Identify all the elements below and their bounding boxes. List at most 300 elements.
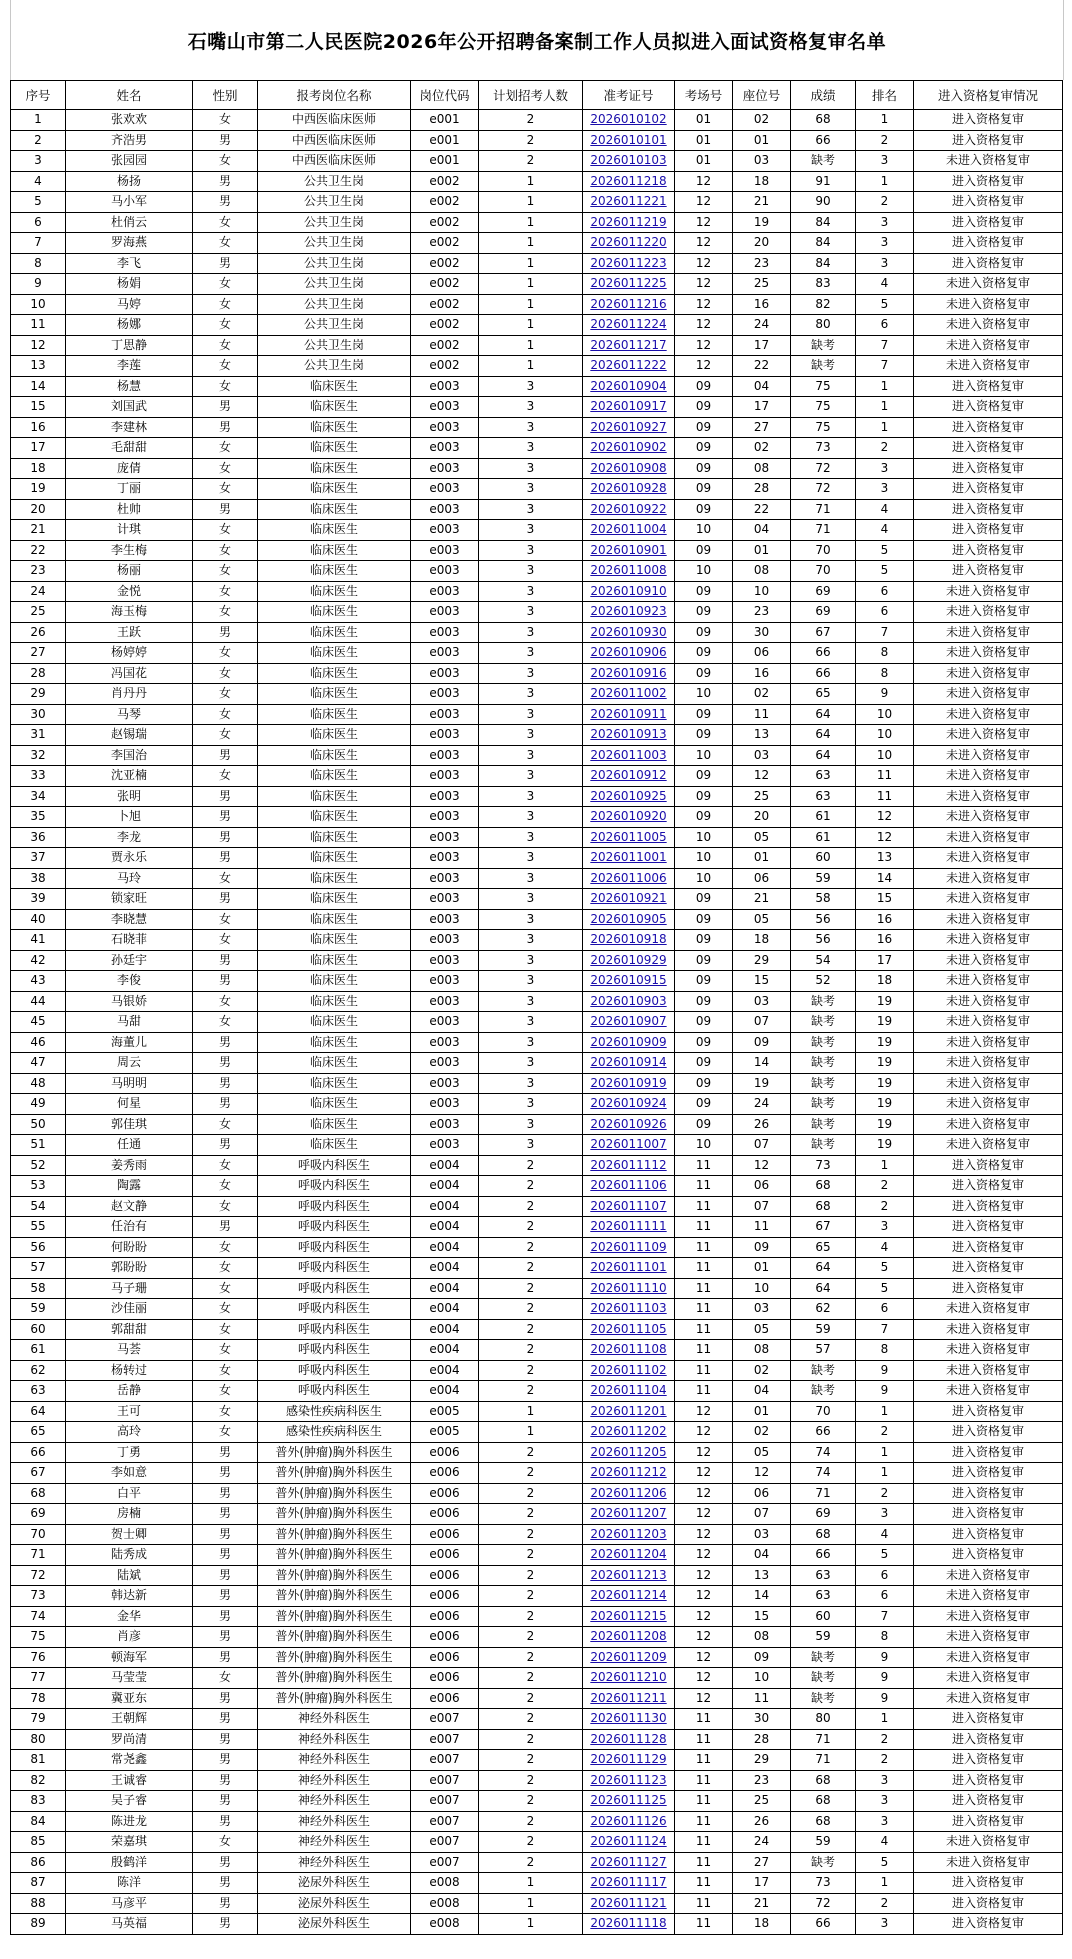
ticket-number-link[interactable]: 2026011205	[583, 1442, 675, 1463]
rank-cell: 11	[856, 786, 914, 807]
ticket-number-link[interactable]: 2026010928	[583, 479, 675, 500]
exam-room-cell: 09	[675, 397, 733, 418]
gender-cell: 男	[193, 745, 258, 766]
name-cell: 房楠	[66, 1504, 193, 1525]
ticket-number-link[interactable]: 2026011106	[583, 1176, 675, 1197]
rank-cell: 5	[856, 1278, 914, 1299]
score-cell: 75	[791, 417, 856, 438]
ticket-number-link[interactable]: 2026010916	[583, 663, 675, 684]
ticket-number-link[interactable]: 2026011215	[583, 1606, 675, 1627]
exam-room-cell: 10	[675, 1135, 733, 1156]
review-status-cell: 未进入资格复审	[914, 786, 1063, 807]
name-cell: 杜帅	[66, 499, 193, 520]
ticket-number-link[interactable]: 2026011216	[583, 294, 675, 315]
gender-cell: 男	[193, 971, 258, 992]
ticket-number-link[interactable]: 2026010918	[583, 930, 675, 951]
row-number-cell: 88	[11, 1893, 66, 1914]
position-name-cell: 临床医生	[258, 704, 411, 725]
exam-room-cell: 12	[675, 1586, 733, 1607]
ticket-number-link[interactable]: 2026011217	[583, 335, 675, 356]
position-code-cell: e003	[411, 745, 479, 766]
ticket-number-link[interactable]: 2026011204	[583, 1545, 675, 1566]
rank-cell: 5	[856, 1258, 914, 1279]
row-number-cell: 61	[11, 1340, 66, 1361]
review-status-cell: 未进入资格复审	[914, 315, 1063, 336]
ticket-number-link[interactable]: 2026011211	[583, 1688, 675, 1709]
review-status-cell: 未进入资格复审	[914, 827, 1063, 848]
planned-count-cell: 3	[479, 643, 583, 664]
planned-count-cell: 2	[479, 1217, 583, 1238]
review-status-cell: 未进入资格复审	[914, 971, 1063, 992]
position-code-cell: e006	[411, 1606, 479, 1627]
rank-cell: 4	[856, 1832, 914, 1853]
exam-room-cell: 12	[675, 274, 733, 295]
score-cell: 71	[791, 1750, 856, 1771]
ticket-number-link[interactable]: 2026011213	[583, 1565, 675, 1586]
name-cell: 杜俏云	[66, 212, 193, 233]
ticket-number-link[interactable]: 2026011207	[583, 1504, 675, 1525]
position-name-cell: 呼吸内科医生	[258, 1176, 411, 1197]
planned-count-cell: 3	[479, 581, 583, 602]
position-code-cell: e003	[411, 909, 479, 930]
position-name-cell: 呼吸内科医生	[258, 1340, 411, 1361]
ticket-number-link[interactable]: 2026011218	[583, 171, 675, 192]
ticket-number-link[interactable]: 2026010930	[583, 622, 675, 643]
ticket-number-link[interactable]: 2026011212	[583, 1463, 675, 1484]
ticket-number-link[interactable]: 2026011128	[583, 1729, 675, 1750]
planned-count-cell: 2	[479, 1360, 583, 1381]
name-cell: 王朝辉	[66, 1709, 193, 1730]
ticket-number-link[interactable]: 2026010915	[583, 971, 675, 992]
exam-room-cell: 12	[675, 233, 733, 254]
ticket-number-link[interactable]: 2026010925	[583, 786, 675, 807]
seat-number-cell: 04	[733, 520, 791, 541]
ticket-number-link[interactable]: 2026010919	[583, 1073, 675, 1094]
position-code-cell: e006	[411, 1586, 479, 1607]
ticket-number-link[interactable]: 2026011221	[583, 192, 675, 213]
table-row	[11, 1729, 1063, 1750]
rank-cell: 10	[856, 704, 914, 725]
ticket-number-link[interactable]: 2026011108	[583, 1340, 675, 1361]
gender-cell: 女	[193, 991, 258, 1012]
rank-cell: 3	[856, 1504, 914, 1525]
seat-number-cell: 12	[733, 1155, 791, 1176]
position-name-cell: 普外(肿瘤)胸外科医生	[258, 1524, 411, 1545]
seat-number-cell: 04	[733, 1381, 791, 1402]
ticket-number-link[interactable]: 2026010923	[583, 602, 675, 623]
row-number-cell: 30	[11, 704, 66, 725]
table-row	[11, 315, 1063, 336]
score-cell: 65	[791, 684, 856, 705]
name-cell: 马英福	[66, 1914, 193, 1935]
table-row	[11, 438, 1063, 459]
gender-cell: 男	[193, 1217, 258, 1238]
row-number-cell: 65	[11, 1422, 66, 1443]
row-number-cell: 51	[11, 1135, 66, 1156]
seat-number-cell: 03	[733, 745, 791, 766]
ticket-number-link[interactable]: 2026011209	[583, 1647, 675, 1668]
score-cell: 68	[791, 1196, 856, 1217]
row-number-cell: 23	[11, 561, 66, 582]
ticket-number-link[interactable]: 2026011109	[583, 1237, 675, 1258]
position-name-cell: 普外(肿瘤)胸外科医生	[258, 1565, 411, 1586]
name-cell: 陈进龙	[66, 1811, 193, 1832]
position-name-cell: 中西医临床医师	[258, 151, 411, 172]
review-status-cell: 未进入资格复审	[914, 356, 1063, 377]
rank-cell: 9	[856, 1668, 914, 1689]
position-name-cell: 普外(肿瘤)胸外科医生	[258, 1463, 411, 1484]
position-name-cell: 临床医生	[258, 1073, 411, 1094]
table-row	[11, 479, 1063, 500]
exam-room-cell: 09	[675, 786, 733, 807]
ticket-number-link[interactable]: 2026010911	[583, 704, 675, 725]
position-name-cell: 神经外科医生	[258, 1811, 411, 1832]
name-cell: 马荟	[66, 1340, 193, 1361]
planned-count-cell: 3	[479, 1114, 583, 1135]
name-cell: 罗尚清	[66, 1729, 193, 1750]
exam-room-cell: 09	[675, 438, 733, 459]
ticket-number-link[interactable]: 2026011202	[583, 1422, 675, 1443]
row-number-cell: 60	[11, 1319, 66, 1340]
ticket-number-link[interactable]: 2026011111	[583, 1217, 675, 1238]
ticket-number-link[interactable]: 2026011003	[583, 745, 675, 766]
name-cell: 张欢欢	[66, 110, 193, 131]
gender-cell: 男	[193, 950, 258, 971]
table-body	[11, 110, 1063, 1935]
score-cell: 66	[791, 643, 856, 664]
score-cell: 63	[791, 786, 856, 807]
ticket-number-link[interactable]: 2026011102	[583, 1360, 675, 1381]
ticket-number-link[interactable]: 2026010906	[583, 643, 675, 664]
review-status-cell: 进入资格复审	[914, 1278, 1063, 1299]
row-number-cell: 73	[11, 1586, 66, 1607]
rank-cell: 3	[856, 1791, 914, 1812]
ticket-number-link[interactable]: 2026010902	[583, 438, 675, 459]
exam-room-cell: 09	[675, 971, 733, 992]
row-number-cell: 68	[11, 1483, 66, 1504]
ticket-number-link[interactable]: 2026011225	[583, 274, 675, 295]
exam-room-cell: 11	[675, 1893, 733, 1914]
ticket-number-link[interactable]: 2026011118	[583, 1914, 675, 1935]
row-number-cell: 2	[11, 130, 66, 151]
header-cell: 岗位代码	[411, 81, 479, 110]
ticket-number-link[interactable]: 2026011126	[583, 1811, 675, 1832]
planned-count-cell: 3	[479, 438, 583, 459]
position-code-cell: e006	[411, 1545, 479, 1566]
review-status-cell: 未进入资格复审	[914, 1319, 1063, 1340]
row-number-cell: 83	[11, 1791, 66, 1812]
review-status-cell: 未进入资格复审	[914, 889, 1063, 910]
table-row	[11, 1914, 1063, 1935]
gender-cell: 女	[193, 540, 258, 561]
ticket-number-link[interactable]: 2026011007	[583, 1135, 675, 1156]
gender-cell: 男	[193, 807, 258, 828]
ticket-number-link[interactable]: 2026011104	[583, 1381, 675, 1402]
ticket-number-link[interactable]: 2026011002	[583, 684, 675, 705]
ticket-number-link[interactable]: 2026010929	[583, 950, 675, 971]
ticket-number-link[interactable]: 2026011105	[583, 1319, 675, 1340]
gender-cell: 男	[193, 192, 258, 213]
gender-cell: 男	[193, 171, 258, 192]
position-name-cell: 临床医生	[258, 848, 411, 869]
row-number-cell: 66	[11, 1442, 66, 1463]
row-number-cell: 86	[11, 1852, 66, 1873]
name-cell: 卜旭	[66, 807, 193, 828]
table-row	[11, 1135, 1063, 1156]
seat-number-cell: 29	[733, 950, 791, 971]
position-name-cell: 呼吸内科医生	[258, 1360, 411, 1381]
ticket-number-link[interactable]: 2026011110	[583, 1278, 675, 1299]
ticket-number-link[interactable]: 2026010921	[583, 889, 675, 910]
ticket-number-link[interactable]: 2026010907	[583, 1012, 675, 1033]
ticket-number-link[interactable]: 2026010901	[583, 540, 675, 561]
row-number-cell: 17	[11, 438, 66, 459]
row-number-cell: 48	[11, 1073, 66, 1094]
exam-room-cell: 09	[675, 602, 733, 623]
ticket-number-link[interactable]: 2026011210	[583, 1668, 675, 1689]
ticket-number-link[interactable]: 2026011130	[583, 1709, 675, 1730]
ticket-number-link[interactable]: 2026010917	[583, 397, 675, 418]
row-number-cell: 40	[11, 909, 66, 930]
row-number-cell: 62	[11, 1360, 66, 1381]
ticket-number-link[interactable]: 2026010905	[583, 909, 675, 930]
exam-room-cell: 12	[675, 294, 733, 315]
score-cell: 60	[791, 1606, 856, 1627]
ticket-number-link[interactable]: 2026011127	[583, 1852, 675, 1873]
score-cell: 80	[791, 1709, 856, 1730]
exam-room-cell: 12	[675, 1524, 733, 1545]
ticket-number-link[interactable]: 2026011107	[583, 1196, 675, 1217]
name-cell: 马明明	[66, 1073, 193, 1094]
ticket-number-link[interactable]: 2026011101	[583, 1258, 675, 1279]
table-row	[11, 643, 1063, 664]
review-status-cell: 未进入资格复审	[914, 1032, 1063, 1053]
gender-cell: 女	[193, 766, 258, 787]
seat-number-cell: 08	[733, 458, 791, 479]
ticket-number-link[interactable]: 2026010913	[583, 725, 675, 746]
name-cell: 刘国武	[66, 397, 193, 418]
rank-cell: 19	[856, 1114, 914, 1135]
row-number-cell: 53	[11, 1176, 66, 1197]
seat-number-cell: 02	[733, 1422, 791, 1443]
ticket-number-link[interactable]: 2026011121	[583, 1893, 675, 1914]
row-number-cell: 70	[11, 1524, 66, 1545]
table-row	[11, 1811, 1063, 1832]
ticket-number-link[interactable]: 2026010904	[583, 376, 675, 397]
ticket-number-link[interactable]: 2026011208	[583, 1627, 675, 1648]
score-cell: 64	[791, 725, 856, 746]
rank-cell: 5	[856, 561, 914, 582]
review-status-cell: 进入资格复审	[914, 1873, 1063, 1894]
ticket-number-link[interactable]: 2026010908	[583, 458, 675, 479]
row-number-cell: 85	[11, 1832, 66, 1853]
review-status-cell: 未进入资格复审	[914, 1832, 1063, 1853]
ticket-number-link[interactable]: 2026011008	[583, 561, 675, 582]
seat-number-cell: 18	[733, 930, 791, 951]
ticket-number-link[interactable]: 2026011103	[583, 1299, 675, 1320]
position-name-cell: 临床医生	[258, 397, 411, 418]
gender-cell: 女	[193, 1381, 258, 1402]
ticket-number-link[interactable]: 2026011123	[583, 1770, 675, 1791]
position-code-cell: e003	[411, 417, 479, 438]
score-cell: 72	[791, 458, 856, 479]
position-code-cell: e003	[411, 786, 479, 807]
rank-cell: 5	[856, 1852, 914, 1873]
ticket-number-link[interactable]: 2026010924	[583, 1094, 675, 1115]
position-name-cell: 呼吸内科医生	[258, 1217, 411, 1238]
seat-number-cell: 11	[733, 704, 791, 725]
ticket-number-link[interactable]: 2026010103	[583, 151, 675, 172]
gender-cell: 女	[193, 294, 258, 315]
planned-count-cell: 2	[479, 1565, 583, 1586]
review-status-cell: 未进入资格复审	[914, 766, 1063, 787]
gender-cell: 男	[193, 1750, 258, 1771]
ticket-number-link[interactable]: 2026011124	[583, 1832, 675, 1853]
ticket-number-link[interactable]: 2026011005	[583, 827, 675, 848]
ticket-number-link[interactable]: 2026010926	[583, 1114, 675, 1135]
ticket-number-link[interactable]: 2026010914	[583, 1053, 675, 1074]
row-number-cell: 38	[11, 868, 66, 889]
ticket-number-link[interactable]: 2026010927	[583, 417, 675, 438]
table-row	[11, 622, 1063, 643]
position-name-cell: 临床医生	[258, 622, 411, 643]
row-number-cell: 46	[11, 1032, 66, 1053]
exam-room-cell: 01	[675, 130, 733, 151]
row-number-cell: 20	[11, 499, 66, 520]
table-row	[11, 110, 1063, 131]
ticket-number-link[interactable]: 2026011206	[583, 1483, 675, 1504]
review-status-cell: 进入资格复审	[914, 479, 1063, 500]
review-status-cell: 进入资格复审	[914, 130, 1063, 151]
position-code-cell: e004	[411, 1340, 479, 1361]
score-cell: 68	[791, 1791, 856, 1812]
position-name-cell: 神经外科医生	[258, 1709, 411, 1730]
score-cell: 71	[791, 499, 856, 520]
row-number-cell: 50	[11, 1114, 66, 1135]
score-cell: 73	[791, 1873, 856, 1894]
ticket-number-link[interactable]: 2026011220	[583, 233, 675, 254]
exam-room-cell: 11	[675, 1217, 733, 1238]
exam-room-cell: 11	[675, 1237, 733, 1258]
score-cell: 缺考	[791, 1360, 856, 1381]
seat-number-cell: 07	[733, 1135, 791, 1156]
review-status-cell: 进入资格复审	[914, 1791, 1063, 1812]
ticket-number-link[interactable]: 2026010910	[583, 581, 675, 602]
score-cell: 缺考	[791, 1053, 856, 1074]
ticket-number-link[interactable]: 2026010903	[583, 991, 675, 1012]
name-cell: 锁家旺	[66, 889, 193, 910]
gender-cell: 男	[193, 1627, 258, 1648]
row-number-cell: 24	[11, 581, 66, 602]
ticket-number-link[interactable]: 2026010101	[583, 130, 675, 151]
rank-cell: 3	[856, 1914, 914, 1935]
planned-count-cell: 1	[479, 315, 583, 336]
ticket-number-link[interactable]: 2026011224	[583, 315, 675, 336]
exam-room-cell: 11	[675, 1770, 733, 1791]
score-cell: 缺考	[791, 1668, 856, 1689]
ticket-number-link[interactable]: 2026010912	[583, 766, 675, 787]
rank-cell: 8	[856, 663, 914, 684]
ticket-number-link[interactable]: 2026010909	[583, 1032, 675, 1053]
planned-count-cell: 3	[479, 520, 583, 541]
header-cell: 座位号	[733, 81, 791, 110]
row-number-cell: 27	[11, 643, 66, 664]
exam-room-cell: 11	[675, 1811, 733, 1832]
row-number-cell: 54	[11, 1196, 66, 1217]
gender-cell: 女	[193, 1422, 258, 1443]
review-status-cell: 进入资格复审	[914, 1442, 1063, 1463]
review-status-cell: 未进入资格复审	[914, 622, 1063, 643]
seat-number-cell: 05	[733, 909, 791, 930]
ticket-number-link[interactable]: 2026011112	[583, 1155, 675, 1176]
table-row	[11, 1565, 1063, 1586]
planned-count-cell: 3	[479, 1073, 583, 1094]
ticket-number-link[interactable]: 2026011117	[583, 1873, 675, 1894]
row-number-cell: 21	[11, 520, 66, 541]
ticket-number-link[interactable]: 2026011219	[583, 212, 675, 233]
seat-number-cell: 03	[733, 991, 791, 1012]
ticket-number-link[interactable]: 2026011214	[583, 1586, 675, 1607]
review-status-cell: 进入资格复审	[914, 376, 1063, 397]
table-row	[11, 1401, 1063, 1422]
ticket-number-link[interactable]: 2026011222	[583, 356, 675, 377]
table-row	[11, 1196, 1063, 1217]
position-name-cell: 呼吸内科医生	[258, 1237, 411, 1258]
score-cell: 56	[791, 930, 856, 951]
gender-cell: 男	[193, 1094, 258, 1115]
table-row	[11, 1442, 1063, 1463]
review-status-cell: 未进入资格复审	[914, 909, 1063, 930]
position-name-cell: 临床医生	[258, 643, 411, 664]
score-cell: 52	[791, 971, 856, 992]
name-cell: 赵文静	[66, 1196, 193, 1217]
header-cell: 排名	[856, 81, 914, 110]
ticket-number-link[interactable]: 2026010920	[583, 807, 675, 828]
position-code-cell: e003	[411, 868, 479, 889]
gender-cell: 女	[193, 110, 258, 131]
rank-cell: 1	[856, 1873, 914, 1894]
ticket-number-link[interactable]: 2026011203	[583, 1524, 675, 1545]
position-code-cell: e003	[411, 807, 479, 828]
position-name-cell: 呼吸内科医生	[258, 1319, 411, 1340]
seat-number-cell: 01	[733, 1258, 791, 1279]
ticket-number-link[interactable]: 2026011001	[583, 848, 675, 869]
ticket-number-link[interactable]: 2026011125	[583, 1791, 675, 1812]
exam-room-cell: 11	[675, 1196, 733, 1217]
exam-room-cell: 10	[675, 868, 733, 889]
name-cell: 白平	[66, 1483, 193, 1504]
ticket-number-link[interactable]: 2026011223	[583, 253, 675, 274]
planned-count-cell: 3	[479, 950, 583, 971]
planned-count-cell: 2	[479, 1832, 583, 1853]
row-number-cell: 67	[11, 1463, 66, 1484]
planned-count-cell: 3	[479, 766, 583, 787]
seat-number-cell: 10	[733, 1668, 791, 1689]
seat-number-cell: 06	[733, 868, 791, 889]
position-code-cell: e002	[411, 171, 479, 192]
review-status-cell: 进入资格复审	[914, 1811, 1063, 1832]
review-status-cell: 未进入资格复审	[914, 581, 1063, 602]
ticket-number-link[interactable]: 2026011004	[583, 520, 675, 541]
ticket-number-link[interactable]: 2026011129	[583, 1750, 675, 1771]
ticket-number-link[interactable]: 2026010102	[583, 110, 675, 131]
ticket-number-link[interactable]: 2026011006	[583, 868, 675, 889]
position-code-cell: e001	[411, 130, 479, 151]
ticket-number-link[interactable]: 2026011201	[583, 1401, 675, 1422]
position-code-cell: e003	[411, 602, 479, 623]
ticket-number-link[interactable]: 2026010922	[583, 499, 675, 520]
planned-count-cell: 3	[479, 561, 583, 582]
